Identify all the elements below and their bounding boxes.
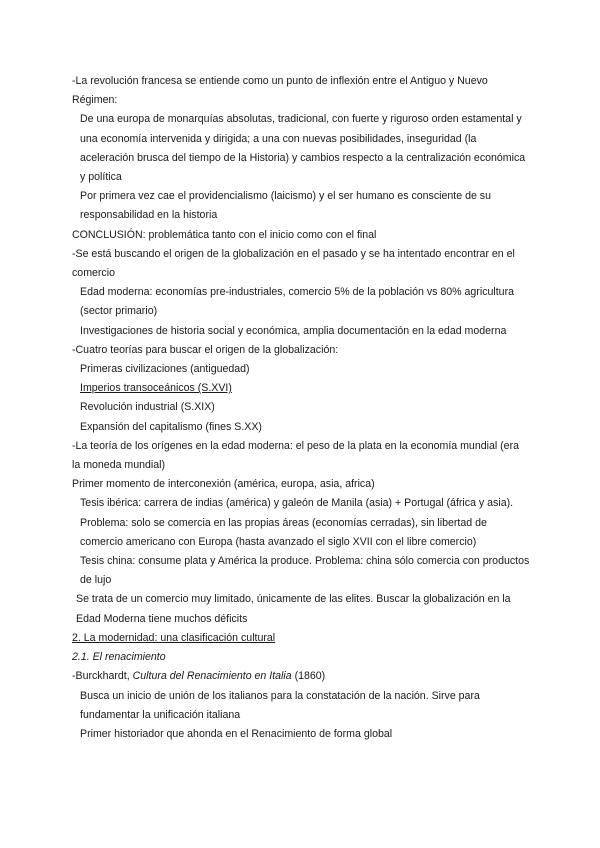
subsection-heading: 2.1. El renacimiento (72, 651, 166, 664)
paragraph-tesis-china: Tesis china: consume plata y América la produce. Problema: china sólo comercia con productos de lujo (80, 555, 530, 587)
paragraph-cuatro-teorias: -Cuatro teorías para buscar el origen de la globalización: (72, 343, 339, 356)
book-title: Cultura del Renacimiento en Italia (132, 670, 292, 683)
paragraph-providencialismo: Por primera vez cae el providencialismo (laicismo) y el ser humano es consciente de su responsabilidad en la historia (80, 190, 491, 222)
paragraph-investigaciones: Investigaciones de historia social y económica, amplia documentación en la edad moderna (80, 324, 507, 337)
list-item-theory: Expansión del capitalismo (fines S.XX) (80, 420, 262, 433)
section-heading-text: 2. La modernidad: una clasificación cultural (72, 631, 276, 644)
paragraph-conclusion: CONCLUSIÓN: problemática tanto con el inicio como con el final (72, 228, 377, 241)
paragraph-tesis-iberica: Tesis ibérica: carrera de indias (américa) y galeón de Manila (asia) + Portugal (áfrica y asia). Problema: solo se comercia en las propias áreas (economías cerradas), sin libertad de comercio americano con Europa (hasta avanzado el siglo XVII con el libre comercio) (80, 497, 514, 548)
theory-underlined: Imperios transoceánicos (S.XVI) (80, 382, 232, 395)
burckhardt-prefix: -Burckhardt, (72, 670, 133, 683)
burckhardt-year: (1860) (291, 670, 326, 683)
paragraph-edad-moderna: Edad moderna: economías pre-industriales, comercio 5% de la población vs 80% agricultura (sector primario) (80, 286, 514, 318)
paragraph-revolucion: -La revolución francesa se entiende como un punto de inflexión entre el Antiguo y Nuevo Régimen: (72, 75, 488, 107)
paragraph-burckhardt (72, 667, 530, 686)
list-item-theory (72, 379, 530, 398)
paragraph-union-italianos: Busca un inicio de unión de los italianos para la constatación de la nación. Sirve para fundamentar la unificación italiana (80, 689, 480, 721)
paragraph-europa-monarquias: De una europa de monarquías absolutas, tradicional, con fuerte y riguroso orden estamental y una economía intervenida y dirigida; a una con nuevas posibilidades, inseguridad (la aceleración brusca del tiempo de la Historia) y cambios respecto a la centralización económica y política (80, 113, 526, 184)
paragraph-primer-historiador: Primer historiador que ahonda en el Renacimiento de forma global (80, 727, 393, 740)
list-item-theory: Primeras civilizaciones (antiguedad) (80, 363, 250, 376)
section-heading (72, 629, 530, 648)
paragraph-teoria-origenes: -La teoría de los orígenes en la edad moderna: el peso de la plata en la economía mundial (era la moneda mundial) (72, 439, 519, 472)
paragraph-comercio-limitado: Se trata de un comercio muy limitado, únicamente de las elites. Buscar la globalización en la Edad Moderna tiene muchos déficits (76, 593, 511, 625)
list-item-theory: Revolución industrial (S.XIX) (80, 401, 215, 414)
paragraph-origen-globalizacion: -Se está buscando el origen de la globalización en el pasado y se ha intentado encontrar en el comercio (72, 247, 515, 280)
paragraph-primer-momento: Primer momento de interconexión (américa, europa, asia, africa) (72, 478, 375, 491)
document-body (72, 72, 530, 744)
